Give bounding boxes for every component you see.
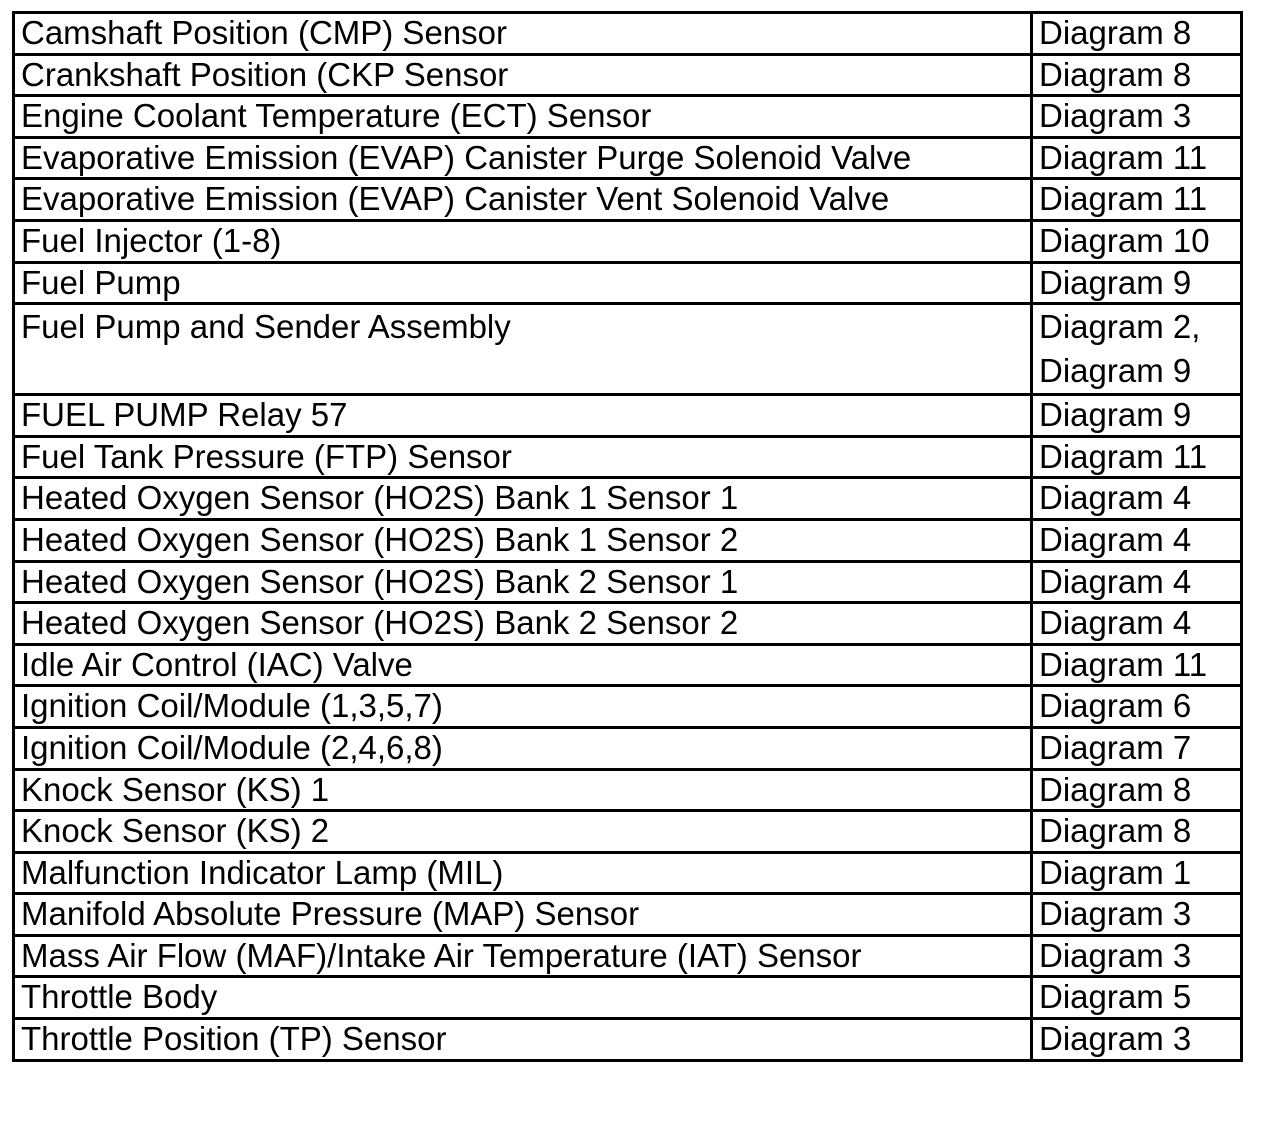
table-row bbox=[14, 852, 1242, 894]
diagram-cell: Diagram 11 bbox=[1032, 137, 1242, 179]
table-row bbox=[14, 179, 1242, 221]
table-row bbox=[14, 395, 1242, 437]
diagram-cell: Diagram 11 bbox=[1032, 179, 1242, 221]
component-cell: Manifold Absolute Pressure (MAP) Sensor bbox=[14, 894, 1032, 936]
diagram-cell: Diagram 4 bbox=[1032, 603, 1242, 645]
table-row bbox=[14, 561, 1242, 603]
diagram-cell: Diagram 11 bbox=[1032, 644, 1242, 686]
table-row bbox=[14, 54, 1242, 96]
diagram-cell: Diagram 3 bbox=[1032, 894, 1242, 936]
component-cell: Engine Coolant Temperature (ECT) Sensor bbox=[14, 96, 1032, 138]
diagram-cell: Diagram 3 bbox=[1032, 96, 1242, 138]
table-row bbox=[14, 96, 1242, 138]
diagram-cell: Diagram 5 bbox=[1032, 977, 1242, 1019]
component-cell: Malfunction Indicator Lamp (MIL) bbox=[14, 852, 1032, 894]
table-row bbox=[14, 935, 1242, 977]
diagram-cell: Diagram 2, Diagram 9 bbox=[1032, 304, 1242, 395]
table-row bbox=[14, 769, 1242, 811]
component-cell: Fuel Tank Pressure (FTP) Sensor bbox=[14, 436, 1032, 478]
table-row bbox=[14, 977, 1242, 1019]
diagram-cell: Diagram 4 bbox=[1032, 478, 1242, 520]
component-cell: Camshaft Position (CMP) Sensor bbox=[14, 13, 1032, 55]
diagram-cell: Diagram 8 bbox=[1032, 54, 1242, 96]
component-cell: Fuel Injector (1-8) bbox=[14, 220, 1032, 262]
table-row bbox=[14, 686, 1242, 728]
diagram-cell: Diagram 3 bbox=[1032, 1019, 1242, 1061]
diagram-cell: Diagram 1 bbox=[1032, 852, 1242, 894]
diagram-cell: Diagram 7 bbox=[1032, 727, 1242, 769]
component-cell: Mass Air Flow (MAF)/Intake Air Temperature (IAT) Sensor bbox=[14, 935, 1032, 977]
component-cell: FUEL PUMP Relay 57 bbox=[14, 395, 1032, 437]
table-row bbox=[14, 603, 1242, 645]
component-cell: Throttle Body bbox=[14, 977, 1032, 1019]
table-row bbox=[14, 304, 1242, 395]
diagram-cell: Diagram 8 bbox=[1032, 769, 1242, 811]
component-cell: Evaporative Emission (EVAP) Canister Vent Solenoid Valve bbox=[14, 179, 1032, 221]
component-cell: Heated Oxygen Sensor (HO2S) Bank 2 Sensor 2 bbox=[14, 603, 1032, 645]
diagram-cell: Diagram 8 bbox=[1032, 811, 1242, 853]
component-cell: Fuel Pump bbox=[14, 262, 1032, 304]
component-cell: Crankshaft Position (CKP Sensor bbox=[14, 54, 1032, 96]
table-row bbox=[14, 519, 1242, 561]
diagram-cell: Diagram 9 bbox=[1032, 262, 1242, 304]
component-cell: Ignition Coil/Module (1,3,5,7) bbox=[14, 686, 1032, 728]
diagram-cell: Diagram 3 bbox=[1032, 935, 1242, 977]
component-cell: Knock Sensor (KS) 2 bbox=[14, 811, 1032, 853]
component-cell: Heated Oxygen Sensor (HO2S) Bank 1 Sensor 1 bbox=[14, 478, 1032, 520]
component-cell: Heated Oxygen Sensor (HO2S) Bank 1 Sensor 2 bbox=[14, 519, 1032, 561]
component-cell: Evaporative Emission (EVAP) Canister Purge Solenoid Valve bbox=[14, 137, 1032, 179]
diagram-cell: Diagram 6 bbox=[1032, 686, 1242, 728]
table-row bbox=[14, 220, 1242, 262]
component-cell: Throttle Position (TP) Sensor bbox=[14, 1019, 1032, 1061]
table-row bbox=[14, 137, 1242, 179]
diagram-cell: Diagram 4 bbox=[1032, 561, 1242, 603]
component-cell: Ignition Coil/Module (2,4,6,8) bbox=[14, 727, 1032, 769]
diagram-cell: Diagram 4 bbox=[1032, 519, 1242, 561]
table-row bbox=[14, 478, 1242, 520]
component-cell: Fuel Pump and Sender Assembly bbox=[14, 304, 1032, 395]
table-row bbox=[14, 1019, 1242, 1061]
diagram-cell: Diagram 9 bbox=[1032, 395, 1242, 437]
diagram-cell: Diagram 8 bbox=[1032, 13, 1242, 55]
diagram-cell: Diagram 10 bbox=[1032, 220, 1242, 262]
component-diagram-table bbox=[12, 11, 1243, 1062]
table-row bbox=[14, 436, 1242, 478]
diagram-cell: Diagram 11 bbox=[1032, 436, 1242, 478]
table-body bbox=[14, 13, 1242, 1061]
table-row bbox=[14, 894, 1242, 936]
component-cell: Knock Sensor (KS) 1 bbox=[14, 769, 1032, 811]
table-row bbox=[14, 13, 1242, 55]
table-row bbox=[14, 262, 1242, 304]
component-cell: Idle Air Control (IAC) Valve bbox=[14, 644, 1032, 686]
table-row bbox=[14, 644, 1242, 686]
table-row bbox=[14, 811, 1242, 853]
component-cell: Heated Oxygen Sensor (HO2S) Bank 2 Sensor 1 bbox=[14, 561, 1032, 603]
table-row bbox=[14, 727, 1242, 769]
